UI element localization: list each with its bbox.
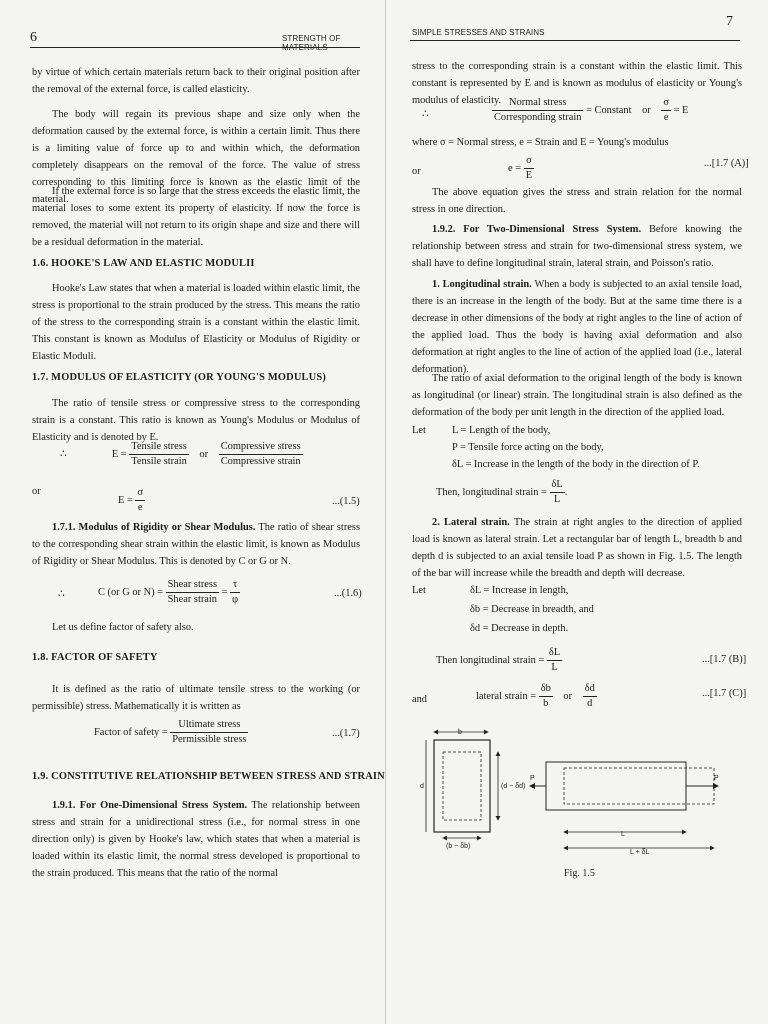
section-heading: 1.8. FACTOR OF SAFETY xyxy=(32,652,158,663)
let-label: Let xyxy=(412,585,426,596)
definition: δL = Increase in the length of the body in the direction of P. xyxy=(452,459,700,470)
definition: δb = Decrease in breadth, and xyxy=(470,604,594,615)
paragraph: by virtue of which certain materials return back to their original position after the removal of the external force, is called elasticity. xyxy=(32,67,360,95)
paragraph: 1.9.1. For One-Dimensional Stress System. The relationship between stress and strain for a unidirectional stress (i.e., for normal stress in one direction only) is given by Hooke's law, which states that when a material is loaded within its elastic limit, the normal stress developed is proportional to the strain produced. This means that the ratio of the normal xyxy=(32,800,360,879)
label-L: L xyxy=(621,831,625,838)
definition: δd = Decrease in depth. xyxy=(470,623,569,634)
paragraph: 2. Lateral strain. The strain at right angles to the direction of applied load is known as lateral strain. Let a rectangular bar of length L, breadth b and depth d is subjected to an axial tensile load P as shown in Fig. 1.5. The length of the bar will increase while the breadth and depth will decrease. xyxy=(412,517,742,579)
header-rule xyxy=(30,47,360,48)
running-head: SIMPLE STRESSES AND STRAINS xyxy=(412,28,545,37)
equation-1-7b: Then longitudinal strain = $\frac{\delta L}{L}$ ...[1.7 (B)] xyxy=(436,647,747,673)
paragraph: The ratio of axial deformation to the original length of the body is known as longitudinal (or linear) strain. The longitudinal strain is also defined as the deformation of the body per unit length in the direction of the applied load. xyxy=(412,373,742,418)
paragraph: The body will regain its previous shape and size only when the deformation caused by the external force, is within a certain limit. Thus there is a limiting value of force up to and within which, the deformation completely disappears on the removal of the force. The value of stress corresponding to this limiting force is known as the elastic limit of the material. xyxy=(32,109,360,205)
paragraph: The above equation gives the stress and strain relation for the normal stress in one direction. xyxy=(412,187,742,215)
label-b-minus-db: (b − δb) xyxy=(446,843,471,850)
section-heading: 1.7. MODULUS OF ELASTICITY (OR YOUNG'S MODULUS) xyxy=(32,372,327,383)
section-heading: 1.9. CONSTITUTIVE RELATIONSHIP BETWEEN STRESS AND STRAIN xyxy=(32,771,385,782)
label-P-left: P xyxy=(530,775,535,782)
section-heading: 1.6. HOOKE'S LAW AND ELASTIC MODULII xyxy=(32,258,255,269)
label-d-minus-dd: (d − δd) xyxy=(501,783,526,790)
paragraph: It is defined as the ratio of ultimate tensile stress to the working (or permissible) stress. Mathematically it is written as xyxy=(32,684,360,712)
paragraph: stress to the corresponding strain is a constant within the elastic limit. This constant is represented by E and is known as modulus of elasticity or Young's modulus of elasticity. xyxy=(412,61,742,106)
equation-1-5: or E = $\frac{\sigma}{e}$ ...(1.5) xyxy=(32,486,360,513)
cross-section-outline xyxy=(434,740,490,832)
right-page xyxy=(388,0,768,1024)
paragraph: Let us define factor of safety also. xyxy=(52,622,194,633)
paragraph: 1.9.2. For Two-Dimensional Stress System. Before knowing the relationship between stress and strain for two-dimensional stress system, we shall have to define longitudinal strain, lateral strain, and Poisson's ratio. xyxy=(412,224,742,269)
figure-caption: Fig. 1.5 xyxy=(564,868,595,879)
paragraph: If the external force is so large that the stress exceeds the elastic limit, the material loses to some extent its property of elasticity. If now the force is removed, the material will not return to its origin shape and size and there will be a residual deformation in the material. xyxy=(32,186,360,248)
header-rule xyxy=(410,40,740,41)
bar-original xyxy=(546,762,686,810)
label-L-plus-dL: L + δL xyxy=(630,849,650,856)
paragraph: 1.7.1. Modulus of Rigidity or Shear Modulus. The ratio of shear stress to the corresponding shear strain within the elastic limit, is known as Modulus of Rigidity or Shear Modulus. This is denoted by C or G or N. xyxy=(32,522,360,567)
equation-1-7a: or e = $\frac{\sigma}{E}$ ...[1.7 (A)] xyxy=(412,155,749,181)
running-head: STRENGTH OF xyxy=(282,34,341,43)
definition: δL = Increase in length, xyxy=(470,585,569,596)
paragraph: The ratio of tensile stress or compressive stress to the corresponding strain is a constant. This ratio is known as Young's Modulus or Modulus of Elasticity and is denoted by E. xyxy=(32,398,360,443)
label-b: b xyxy=(458,729,462,736)
equation-1-6: ∴ C (or G or N) = $\frac{\text{Shear stress}}{\text{Shear strain}}$ = $\frac{\tau}{\varphi}$ ...(1.6) xyxy=(58,579,362,605)
label-d: d xyxy=(420,783,424,790)
equation-modulus-elasticity: ∴ E = $\frac{\text{Tensile stress}}{\text{Tensile strain}}$ or $\frac{\text{Compressive stress}}{\text{Compressive strain}}$ xyxy=(60,441,301,467)
label-P-right: P xyxy=(714,775,719,782)
paragraph: Hooke's Law states that when a material is loaded within elastic limit, the stress is proportional to the strain produced by the stress. This means the ratio of the stress to the corresponding strain is a constant within the elastic limit. This constant is known as Modulus of Elasticity or Modulus of Rigidity or Elastic Moduli. xyxy=(32,283,360,362)
page-number: 6 xyxy=(30,30,37,45)
reduced-section-outline xyxy=(443,752,481,820)
equation-normal-stress: ∴ $\frac{\text{Normal stress}}{\text{Corresponding strain}}$ = Constant or $\frac{\sigma}{e}$ = E xyxy=(422,97,689,123)
equation-1-7c: and lateral strain = $\frac{\delta b}{b}$ or $\frac{\delta d}{d}$ ...[1.7 (C)] xyxy=(412,683,747,709)
definition: P = Tensile force acting on the body, xyxy=(452,442,604,453)
definition: L = Length of the body, xyxy=(452,425,551,436)
paragraph: where σ = Normal stress, e = Strain and E = Young's modulus xyxy=(412,137,669,148)
let-label: Let xyxy=(412,425,426,436)
equation-1-7: Factor of safety = $\frac{\text{Ultimate stress}}{\text{Permissible stress}}$ ...(1.7) xyxy=(94,719,360,745)
equation-longitudinal-strain: Then, longitudinal strain = $\frac{\delta L}{L}$ . xyxy=(436,479,568,505)
page-number: 7 xyxy=(726,14,733,29)
paragraph: 1. Longitudinal strain. When a body is subjected to an axial tensile load, there is an increase in the length of the body. But at the same time there is a decrease in other dimensions of the body at right angles to the line of action of the applied load. Thus the body is having axial deformation and also deformation at right angles to the line of action of the applied load (i.e., lateral deformation). xyxy=(412,279,742,375)
figure-1-5-bar-diagram xyxy=(418,724,748,884)
